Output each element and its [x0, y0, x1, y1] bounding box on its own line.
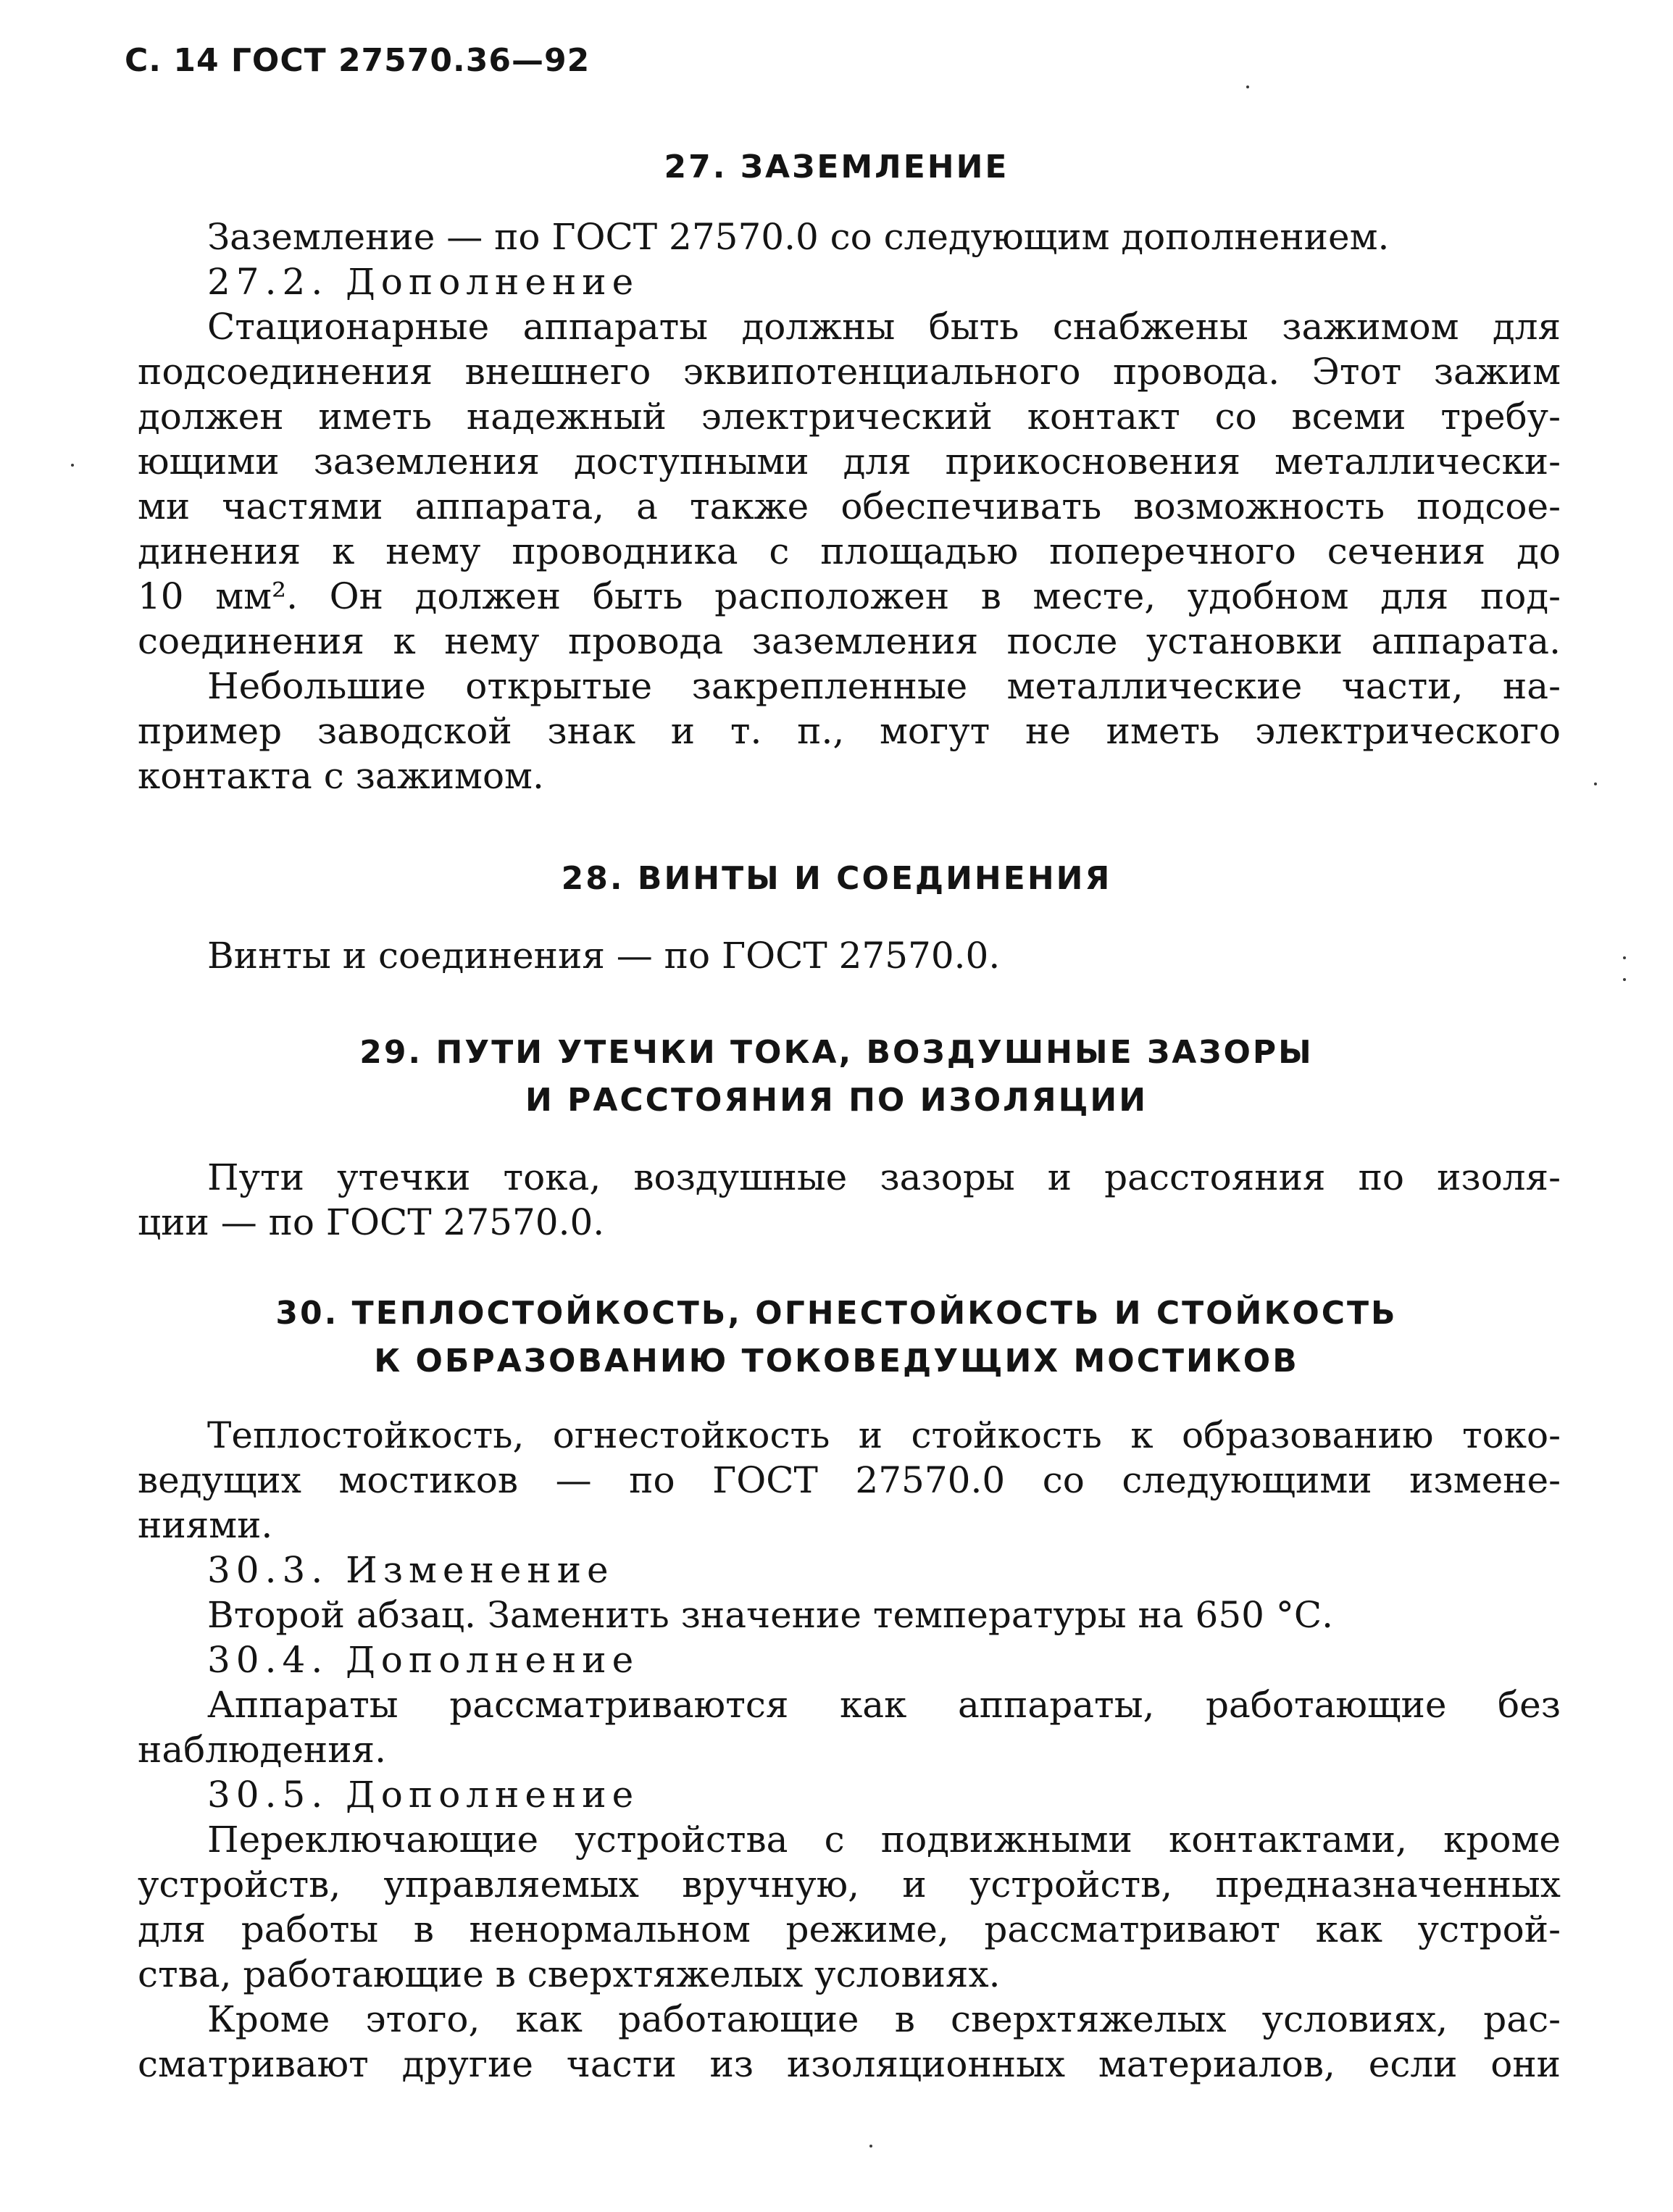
scan-speck: [1594, 782, 1597, 785]
section-27-line-5: должен иметь надежный электрический контакт со всеми требу-: [138, 396, 1561, 438]
section-27-line-10: соединения к нему провода заземления после установки аппарата.: [138, 620, 1561, 662]
clause-30-3-title: 30.3. Изменение: [207, 1549, 614, 1591]
section-30-line-11: устройств, управляемых вручную, и устройств, предназначенных: [138, 1863, 1561, 1906]
section-30-line-14: Кроме этого, как работающие в сверхтяжелых условиях, рас-: [207, 1998, 1561, 2040]
section-30-line-7: Аппараты рассматриваются как аппараты, работающие без: [207, 1684, 1561, 1726]
section-29-heading-line-2: И РАССТОЯНИЯ ПО ИЗОЛЯЦИИ: [525, 1082, 1148, 1119]
section-27-line-9: 10 мм². Он должен быть расположен в месте, удобном для под-: [138, 575, 1561, 617]
section-29-line-1: Пути утечки тока, воздушные зазоры и расстояния по изоля-: [207, 1156, 1561, 1198]
running-head: С. 14 ГОСТ 27570.36—92: [125, 42, 591, 79]
section-30-line-15: сматривают другие части из изоляционных материалов, если они: [138, 2043, 1561, 2085]
section-27-line-3: Стационарные аппараты должны быть снабжены зажимом для: [207, 306, 1561, 348]
section-30-line-1: Теплостойкость, огнестойкость и стойкость к образованию токо-: [207, 1414, 1561, 1456]
section-29-line-2: ции — по ГОСТ 27570.0.: [138, 1201, 605, 1243]
scan-speck: [1246, 85, 1249, 88]
scan-speck: [71, 464, 74, 467]
section-30-line-5: Второй абзац. Заменить значение температуры на 650 °С.: [207, 1594, 1333, 1636]
section-29-heading-line-1: 29. ПУТИ УТЕЧКИ ТОКА, ВОЗДУШНЫЕ ЗАЗОРЫ: [359, 1034, 1314, 1071]
section-28-heading-text: 28. ВИНТЫ И СОЕДИНЕНИЯ: [561, 860, 1112, 897]
section-27-line-11: Небольшие открытые закрепленные металлические части, на-: [207, 665, 1561, 707]
clause-27-2-title: 27.2. Дополнение: [207, 261, 640, 303]
section-27-line-12: пример заводской знак и т. п., могут не иметь электрического: [138, 710, 1561, 752]
section-30-line-10: Переключающие устройства с подвижными контактами, кроме: [207, 1819, 1561, 1861]
section-27-heading: [0, 143, 1673, 191]
section-28-heading: [0, 855, 1673, 903]
scan-speck: [1623, 978, 1626, 981]
section-30-line-8: наблюдения.: [138, 1729, 386, 1771]
clause-30-4-title: 30.4. Дополнение: [207, 1639, 640, 1681]
section-27-line-4: подсоединения внешнего эквипотенциального провода. Этот зажим: [138, 351, 1561, 393]
section-27-line-8: динения к нему проводника с площадью поперечного сечения до: [138, 530, 1561, 572]
section-30-heading-line-2: К ОБРАЗОВАНИЮ ТОКОВЕДУЩИХ МОСТИКОВ: [374, 1343, 1299, 1380]
section-30-heading: [0, 1290, 1673, 1385]
section-30-heading-line-1: 30. ТЕПЛОСТОЙКОСТЬ, ОГНЕСТОЙКОСТЬ И СТОЙКОСТЬ: [275, 1295, 1398, 1332]
section-27-line-7: ми частями аппарата, а также обеспечивать возможность подсое-: [138, 485, 1561, 527]
section-30-line-3: ниями.: [138, 1504, 273, 1546]
clause-30-5-title: 30.5. Дополнение: [207, 1774, 640, 1816]
scan-speck: [1623, 956, 1626, 959]
section-29-heading: [0, 1029, 1673, 1124]
section-27-heading-text: 27. ЗАЗЕМЛЕНИЕ: [664, 149, 1009, 185]
section-30-line-2: ведущих мостиков — по ГОСТ 27570.0 со следующими измене-: [138, 1459, 1561, 1501]
scan-speck: [869, 2145, 872, 2148]
section-30-line-13: ства, работающие в сверхтяжелых условиях.: [138, 1953, 1001, 1995]
section-27-line-6: ющими заземления доступными для прикосновения металлически-: [138, 441, 1561, 483]
section-27-line-13: контакта с зажимом.: [138, 755, 544, 797]
section-27-line-1: Заземление — по ГОСТ 27570.0 со следующим дополнением.: [207, 216, 1390, 258]
section-28-line-1: Винты и соединения — по ГОСТ 27570.0.: [207, 935, 1001, 977]
section-30-line-12: для работы в ненормальном режиме, рассматривают как устрой-: [138, 1908, 1561, 1950]
